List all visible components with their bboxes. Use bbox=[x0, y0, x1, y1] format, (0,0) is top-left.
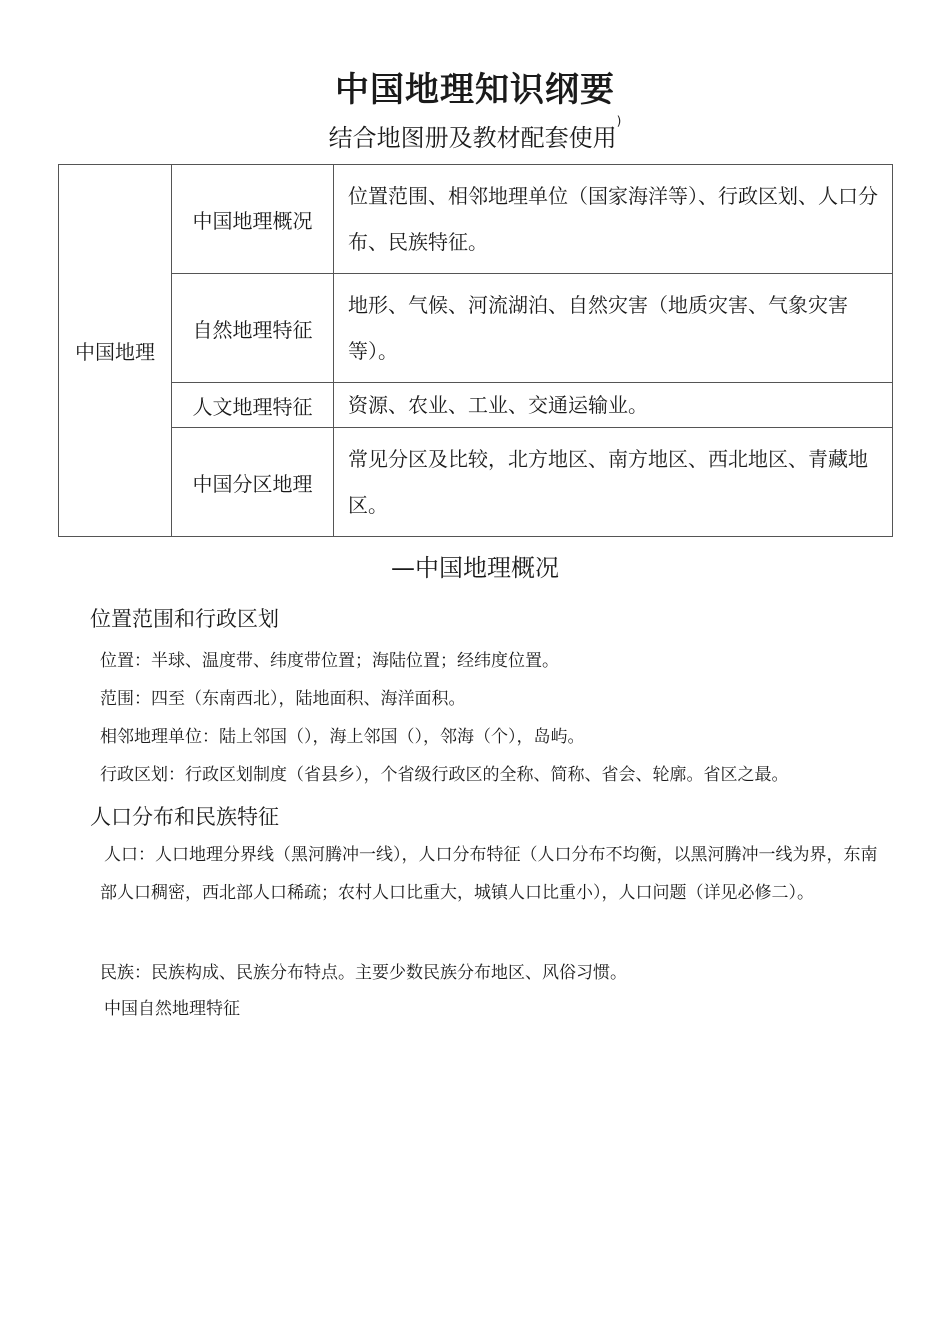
table-row bbox=[59, 428, 893, 537]
table-row bbox=[59, 383, 893, 428]
topic-cell: 自然地理特征 bbox=[172, 274, 334, 383]
page-subtitle bbox=[0, 114, 950, 153]
paragraph: 位置：半球、温度带、纬度带位置；海陆位置；经纬度位置。 bbox=[100, 651, 559, 671]
outline-table bbox=[58, 164, 893, 537]
page-title: 中国地理知识纲要 bbox=[335, 70, 615, 110]
topic-cell: 人文地理特征 bbox=[172, 383, 334, 428]
paragraph: 民族：民族构成、民族分布特点。主要少数民族分布地区、风俗习惯。 bbox=[100, 963, 627, 983]
subsection-heading: 位置范围和行政区划 bbox=[90, 607, 279, 631]
content-cell: 位置范围、相邻地理单位（国家海洋等）、行政区划、人口分布、民族特征。 bbox=[334, 165, 893, 274]
paragraph: 相邻地理单位：陆上邻国（），海上邻国（），邻海（个），岛屿。 bbox=[100, 727, 585, 747]
table-row bbox=[59, 165, 893, 274]
subsection-heading: 人口分布和民族特征 bbox=[90, 805, 279, 829]
topic-cell: 中国地理概况 bbox=[172, 165, 334, 274]
paragraph: 人口：人口地理分界线（黑河腾冲一线），人口分布特征（人口分布不均衡，以黑河腾冲一线为界，东南部人口稠密，西北部人口稀疏；农村人口比重大，城镇人口比重小），人口问题（详见必修二）。 bbox=[100, 845, 878, 903]
section-title: —中国地理概况 bbox=[391, 554, 559, 582]
paragraph: 中国自然地理特征 bbox=[104, 999, 240, 1019]
paragraph: 行政区划：行政区划制度（省县乡），个省级行政区的全称、简称、省会、轮廓。省区之最。 bbox=[100, 765, 789, 785]
table-row bbox=[59, 274, 893, 383]
content-cell: 资源、农业、工业、交通运输业。 bbox=[334, 383, 893, 428]
subtitle-mark: ) bbox=[616, 114, 622, 128]
content-cell: 地形、气候、河流湖泊、自然灾害（地质灾害、气象灾害等）。 bbox=[334, 274, 893, 383]
group-cell: 中国地理 bbox=[59, 165, 172, 537]
paragraph: 范围：四至（东南西北），陆地面积、海洋面积。 bbox=[100, 689, 466, 709]
subtitle-text: 结合地图册及教材配套使用 bbox=[328, 124, 617, 152]
content-cell: 常见分区及比较，北方地区、南方地区、西北地区、青藏地区。 bbox=[334, 428, 893, 537]
topic-cell: 中国分区地理 bbox=[172, 428, 334, 537]
